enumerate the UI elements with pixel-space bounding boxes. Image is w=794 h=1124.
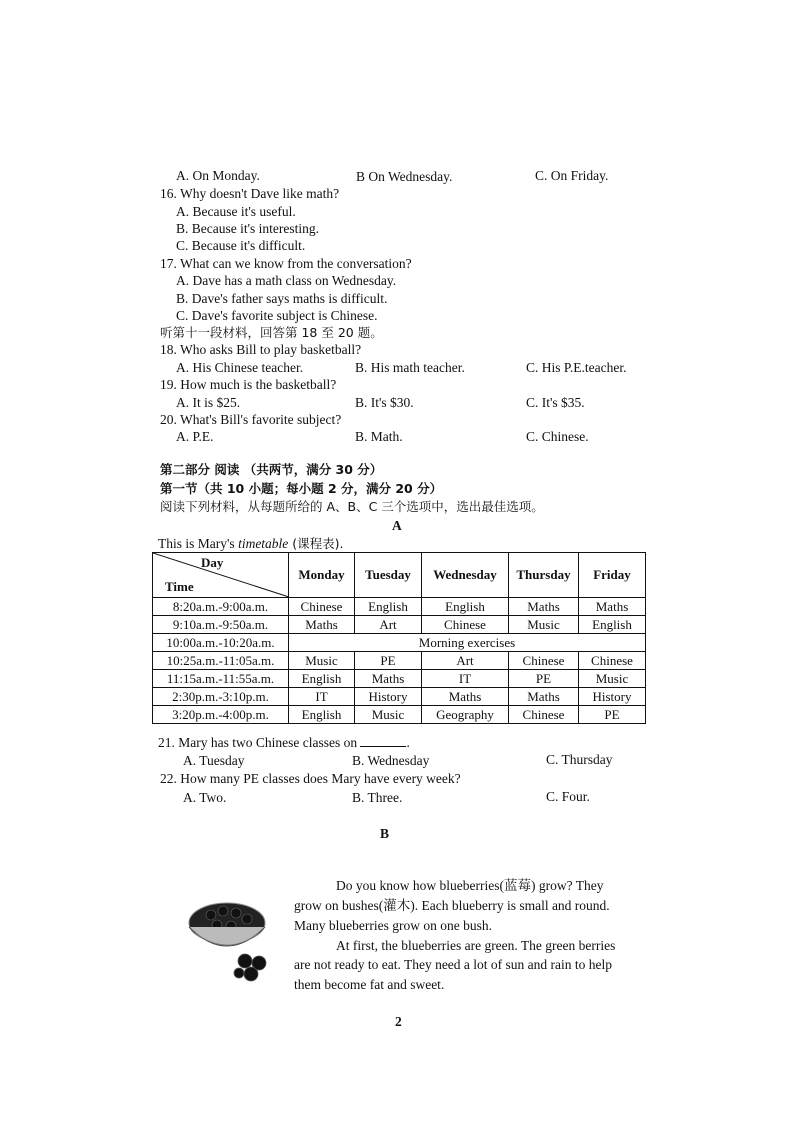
- timetable-intro-prefix: This is Mary's: [158, 536, 239, 551]
- q22-option-b: B. Three.: [352, 790, 403, 805]
- q21-question: 21. Mary has two Chinese classes on .: [158, 735, 410, 750]
- subject-cell: PE: [509, 670, 579, 688]
- subject-cell: PE: [355, 652, 422, 670]
- table-row: [153, 652, 646, 670]
- q18-question: 18. Who asks Bill to play basketball?: [160, 342, 362, 357]
- subject-cell: English: [422, 598, 509, 616]
- time-cell: 3:20p.m.-4:00p.m.: [153, 706, 289, 724]
- timetable-intro-suffix: (课程表).: [288, 536, 344, 551]
- subject-cell: Geography: [422, 706, 509, 724]
- subject-cell: Maths: [509, 598, 579, 616]
- q15-option-a: A. On Monday.: [176, 168, 260, 183]
- subject-cell: Music: [289, 652, 355, 670]
- subject-cell: Maths: [289, 616, 355, 634]
- timetable-header-row: [153, 553, 646, 598]
- morning-exercises-cell: Morning exercises: [289, 634, 646, 652]
- subject-cell: History: [355, 688, 422, 706]
- q16-question: 16. Why doesn't Dave like math?: [160, 186, 340, 201]
- table-row: [153, 670, 646, 688]
- listening-instruction-11: 听第十一段材料，回答第 18 至 20 题。: [160, 325, 383, 340]
- passage-a-label: A: [392, 518, 402, 533]
- subject-cell: PE: [579, 706, 646, 724]
- passage-b-line: grow on bushes(灌木). Each blueberry is small and round.: [294, 898, 610, 913]
- part-two-heading: 第二部分 阅读 （共两节，满分 30 分）: [160, 462, 383, 477]
- day-header-monday: Monday: [289, 553, 355, 598]
- q15-option-c: C. On Friday.: [535, 168, 609, 183]
- time-cell: 9:10a.m.-9:50a.m.: [153, 616, 289, 634]
- passage-b-line: Many blueberries grow on one bush.: [294, 918, 492, 933]
- q18-option-b: B. His math teacher.: [355, 360, 465, 375]
- time-cell: 2:30p.m.-3:10p.m.: [153, 688, 289, 706]
- q18-option-c: C. His P.E.teacher.: [526, 360, 627, 375]
- time-cell: 11:15a.m.-11:55a.m.: [153, 670, 289, 688]
- passage-b-label: B: [380, 826, 390, 841]
- page-number: 2: [395, 1014, 402, 1029]
- subject-cell: Music: [355, 706, 422, 724]
- table-row: [153, 634, 646, 652]
- timetable-corner-cell: [153, 553, 289, 598]
- subject-cell: Maths: [509, 688, 579, 706]
- q21-question-text: 21. Mary has two Chinese classes on: [158, 735, 358, 750]
- subject-cell: IT: [422, 670, 509, 688]
- q22-question: 22. How many PE classes does Mary have every week?: [160, 771, 461, 786]
- subject-cell: Chinese: [289, 598, 355, 616]
- subject-cell: Chinese: [579, 652, 646, 670]
- q17-option-b: B. Dave's father says maths is difficult.: [176, 291, 388, 306]
- q20-option-b: B. Math.: [355, 429, 403, 444]
- q17-option-a: A. Dave has a math class on Wednesday.: [176, 273, 397, 288]
- q17-option-c: C. Dave's favorite subject is Chinese.: [176, 308, 378, 323]
- reading-instruction: 阅读下列材料，从每题所给的 A、B、C 三个选项中，选出最佳选项。: [160, 499, 544, 514]
- q16-option-c: C. Because it's difficult.: [176, 238, 306, 253]
- subject-cell: English: [355, 598, 422, 616]
- q19-option-a: A. It is $25.: [176, 395, 241, 410]
- timetable-intro: [158, 535, 344, 552]
- table-row: [153, 688, 646, 706]
- subject-cell: Music: [509, 616, 579, 634]
- section-one-heading: 第一节（共 10 小题；每小题 2 分，满分 20 分）: [160, 481, 443, 496]
- time-cell: 10:00a.m.-10:20a.m.: [153, 634, 289, 652]
- table-row: [153, 706, 646, 724]
- q22-option-a: A. Two.: [183, 790, 227, 805]
- timetable: [152, 552, 646, 724]
- passage-b-line: are not ready to eat. They need a lot of sun and rain to help: [294, 957, 613, 972]
- subject-cell: English: [579, 616, 646, 634]
- blueberry-bowl-image: [183, 893, 283, 993]
- subject-cell: History: [579, 688, 646, 706]
- subject-cell: Maths: [355, 670, 422, 688]
- q15-option-b: B On Wednesday.: [356, 169, 453, 184]
- q18-option-a: A. His Chinese teacher.: [176, 360, 304, 375]
- subject-cell: Chinese: [509, 706, 579, 724]
- subject-cell: Chinese: [509, 652, 579, 670]
- q21-option-c: C. Thursday: [546, 752, 613, 767]
- q22-option-c: C. Four.: [546, 789, 590, 804]
- passage-b-line: them become fat and sweet.: [294, 977, 445, 992]
- q20-option-a: A. P.E.: [176, 429, 214, 444]
- subject-cell: Maths: [579, 598, 646, 616]
- q19-option-c: C. It's $35.: [526, 395, 585, 410]
- q20-question: 20. What's Bill's favorite subject?: [160, 412, 342, 427]
- subject-cell: Maths: [422, 688, 509, 706]
- subject-cell: Chinese: [422, 616, 509, 634]
- timetable-intro-italic: timetable: [238, 536, 289, 551]
- day-header-wednesday: Wednesday: [422, 553, 509, 598]
- subject-cell: English: [289, 706, 355, 724]
- corner-day-label: Day: [201, 555, 224, 570]
- day-header-friday: Friday: [579, 553, 646, 598]
- table-row: [153, 598, 646, 616]
- q16-option-b: B. Because it's interesting.: [176, 221, 320, 236]
- subject-cell: IT: [289, 688, 355, 706]
- day-header-thursday: Thursday: [509, 553, 579, 598]
- subject-cell: English: [289, 670, 355, 688]
- q19-option-b: B. It's $30.: [355, 395, 414, 410]
- q17-question: 17. What can we know from the conversation?: [160, 256, 412, 271]
- q16-option-a: A. Because it's useful.: [176, 204, 296, 219]
- q21-option-b: B. Wednesday: [352, 753, 430, 768]
- q21-answer-blank: [360, 734, 406, 747]
- q21-option-a: A. Tuesday: [183, 753, 245, 768]
- corner-time-label: Time: [165, 579, 194, 594]
- q19-question: 19. How much is the basketball?: [160, 377, 337, 392]
- subject-cell: Art: [355, 616, 422, 634]
- time-cell: 8:20a.m.-9:00a.m.: [153, 598, 289, 616]
- day-header-tuesday: Tuesday: [355, 553, 422, 598]
- subject-cell: Music: [579, 670, 646, 688]
- time-cell: 10:25a.m.-11:05a.m.: [153, 652, 289, 670]
- passage-b-line: Do you know how blueberries(蓝莓) grow? They: [336, 878, 604, 893]
- table-row: [153, 616, 646, 634]
- passage-b-line: At first, the blueberries are green. The green berries: [336, 938, 616, 953]
- q20-option-c: C. Chinese.: [526, 429, 589, 444]
- subject-cell: Art: [422, 652, 509, 670]
